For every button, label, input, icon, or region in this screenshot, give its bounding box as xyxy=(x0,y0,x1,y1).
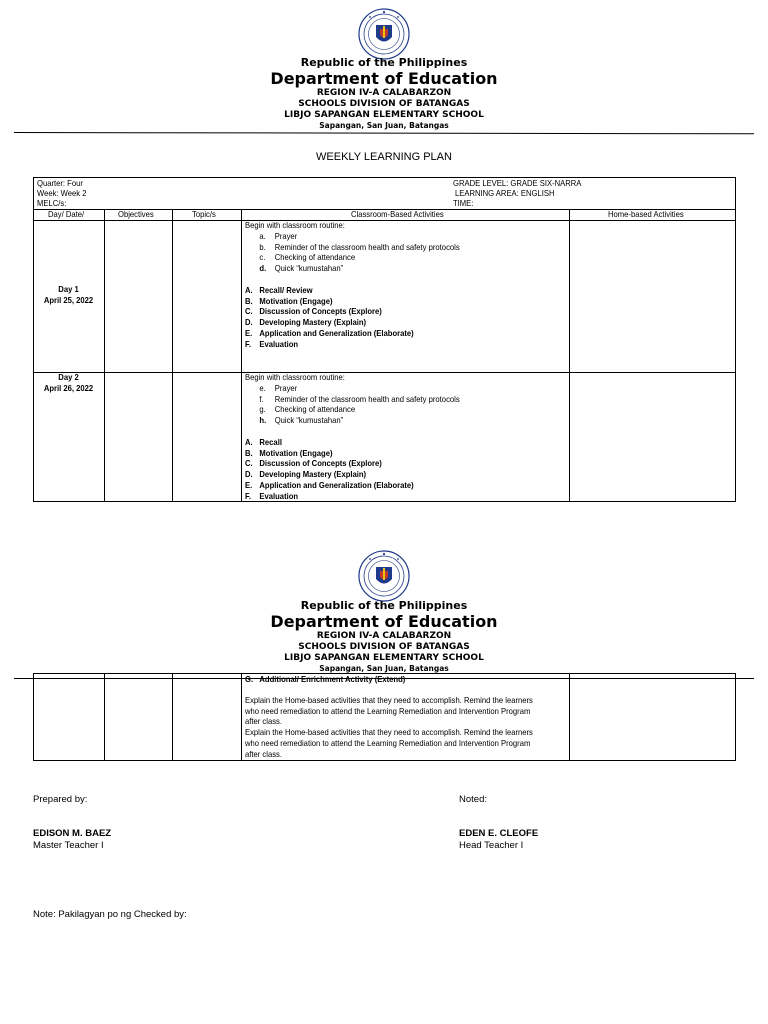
paragraph-line: Explain the Home-based activities that they need to accomplish. Remind the learners xyxy=(245,694,533,705)
continuation-activities xyxy=(245,674,533,760)
day-2-cell xyxy=(33,372,104,394)
table-rule xyxy=(172,209,173,502)
list-item: F. Evaluation xyxy=(245,490,299,501)
republic-heading: Republic of the Philippines xyxy=(300,599,468,612)
paragraph-line: who need remediation to attend the Learning Remediation and Intervention Program xyxy=(245,705,531,716)
noted-by-label: Noted: xyxy=(459,794,487,805)
day-date: April 25, 2022 xyxy=(43,295,94,305)
region-heading: REGION IV-A CALABARZON xyxy=(316,88,452,98)
list-item: D. Developing Mastery (Explain) xyxy=(245,469,367,480)
day-1-activities xyxy=(245,220,460,350)
list-item: F. Evaluation xyxy=(245,338,299,349)
list-item: h. Quick “kumustahan” xyxy=(259,415,344,426)
list-item: g. Checking of attendance xyxy=(259,404,356,415)
list-item: C. Discussion of Concepts (Explore) xyxy=(245,306,382,317)
day-label: Day 1 xyxy=(58,284,79,294)
deped-seal-icon xyxy=(358,550,410,602)
column-header-day: Day/ Date/ xyxy=(48,209,85,219)
paragraph-line: after class. xyxy=(245,748,282,759)
school-address: Sapangan, San Juan, Batangas xyxy=(319,664,449,673)
list-item: A. Recall/ Review xyxy=(245,284,313,295)
day-label: Day 2 xyxy=(58,372,79,382)
list-item: d. Quick “kumustahan” xyxy=(259,263,344,274)
grade-level-field: GRADE LEVEL: GRADE SIX-NARRA xyxy=(453,178,582,188)
list-item: C. Discussion of Concepts (Explore) xyxy=(245,458,382,469)
time-field: TIME: xyxy=(453,198,474,208)
note-text: Note: Pakilagyan po ng Checked by: xyxy=(33,909,187,920)
page-title: WEEKLY LEARNING PLAN xyxy=(316,151,452,163)
division-heading: SCHOOLS DIVISION OF BATANGAS xyxy=(298,99,470,109)
column-header-home: Home-based Activities xyxy=(608,209,684,219)
header-divider xyxy=(14,132,754,134)
day-2-activities xyxy=(245,372,460,502)
list-item: E. Application and Generalization (Elaborate) xyxy=(245,479,414,490)
school-address: Sapangan, San Juan, Batangas xyxy=(319,121,449,130)
list-item: f. Reminder of the classroom health and safety protocols xyxy=(259,393,460,404)
melcs-field: MELC/s: xyxy=(37,198,67,208)
table-rule xyxy=(241,673,242,761)
learning-area-field: LEARNING AREA: ENGLISH xyxy=(455,188,555,198)
table-rule xyxy=(569,673,570,761)
list-item: A. Recall xyxy=(245,436,282,447)
list-item: c. Checking of attendance xyxy=(259,252,356,263)
paragraph-line: Explain the Home-based activities that they need to accomplish. Remind the learners xyxy=(245,727,533,738)
column-header-objectives: Objectives xyxy=(118,209,154,219)
list-item: a. Prayer xyxy=(259,230,298,241)
column-header-classroom: Classroom-Based Activities xyxy=(351,209,444,219)
table-rule xyxy=(104,673,105,761)
table-rule xyxy=(104,209,105,502)
noted-by-title: Head Teacher I xyxy=(459,840,524,851)
list-item: B. Motivation (Engage) xyxy=(245,295,333,306)
list-item: B. Motivation (Engage) xyxy=(245,447,333,458)
deped-seal-icon xyxy=(358,8,410,60)
column-header-topics: Topic/s xyxy=(192,209,216,219)
region-heading: REGION IV-A CALABARZON xyxy=(316,631,452,641)
table-rule xyxy=(172,673,173,761)
paragraph-line: who need remediation to attend the Learning Remediation and Intervention Program xyxy=(245,737,531,748)
division-heading: SCHOOLS DIVISION OF BATANGAS xyxy=(298,642,470,652)
prepared-by-name: EDISON M. BAEZ xyxy=(33,828,112,839)
list-item: e. Prayer xyxy=(259,382,298,393)
prepared-by-title: Master Teacher I xyxy=(33,840,104,851)
prepared-by-label: Prepared by: xyxy=(33,794,88,805)
day-date: April 26, 2022 xyxy=(43,383,94,393)
list-item: G. Additional/ Enrichment Activity (Extend) xyxy=(245,674,406,684)
list-item: D. Developing Mastery (Explain) xyxy=(245,317,367,328)
republic-heading: Republic of the Philippines xyxy=(300,56,468,69)
paragraph-line: after class. xyxy=(245,716,282,727)
week-field: Week: Week 2 xyxy=(37,188,87,198)
table-rule xyxy=(569,209,570,502)
routine-intro: Begin with classroom routine: xyxy=(245,372,345,382)
school-heading: LIBJO SAPANGAN ELEMENTARY SCHOOL xyxy=(284,653,484,663)
department-heading: Department of Education xyxy=(270,612,498,631)
noted-by-name: EDEN E. CLEOFE xyxy=(459,828,539,839)
day-1-cell xyxy=(33,284,104,306)
department-heading: Department of Education xyxy=(270,69,498,88)
quarter-field: Quarter: Four xyxy=(37,178,83,188)
list-item: E. Application and Generalization (Elaborate) xyxy=(245,327,414,338)
table-rule xyxy=(241,209,242,502)
school-heading: LIBJO SAPANGAN ELEMENTARY SCHOOL xyxy=(284,110,484,120)
list-item: b. Reminder of the classroom health and safety protocols xyxy=(259,241,460,252)
routine-intro: Begin with classroom routine: xyxy=(245,220,345,230)
